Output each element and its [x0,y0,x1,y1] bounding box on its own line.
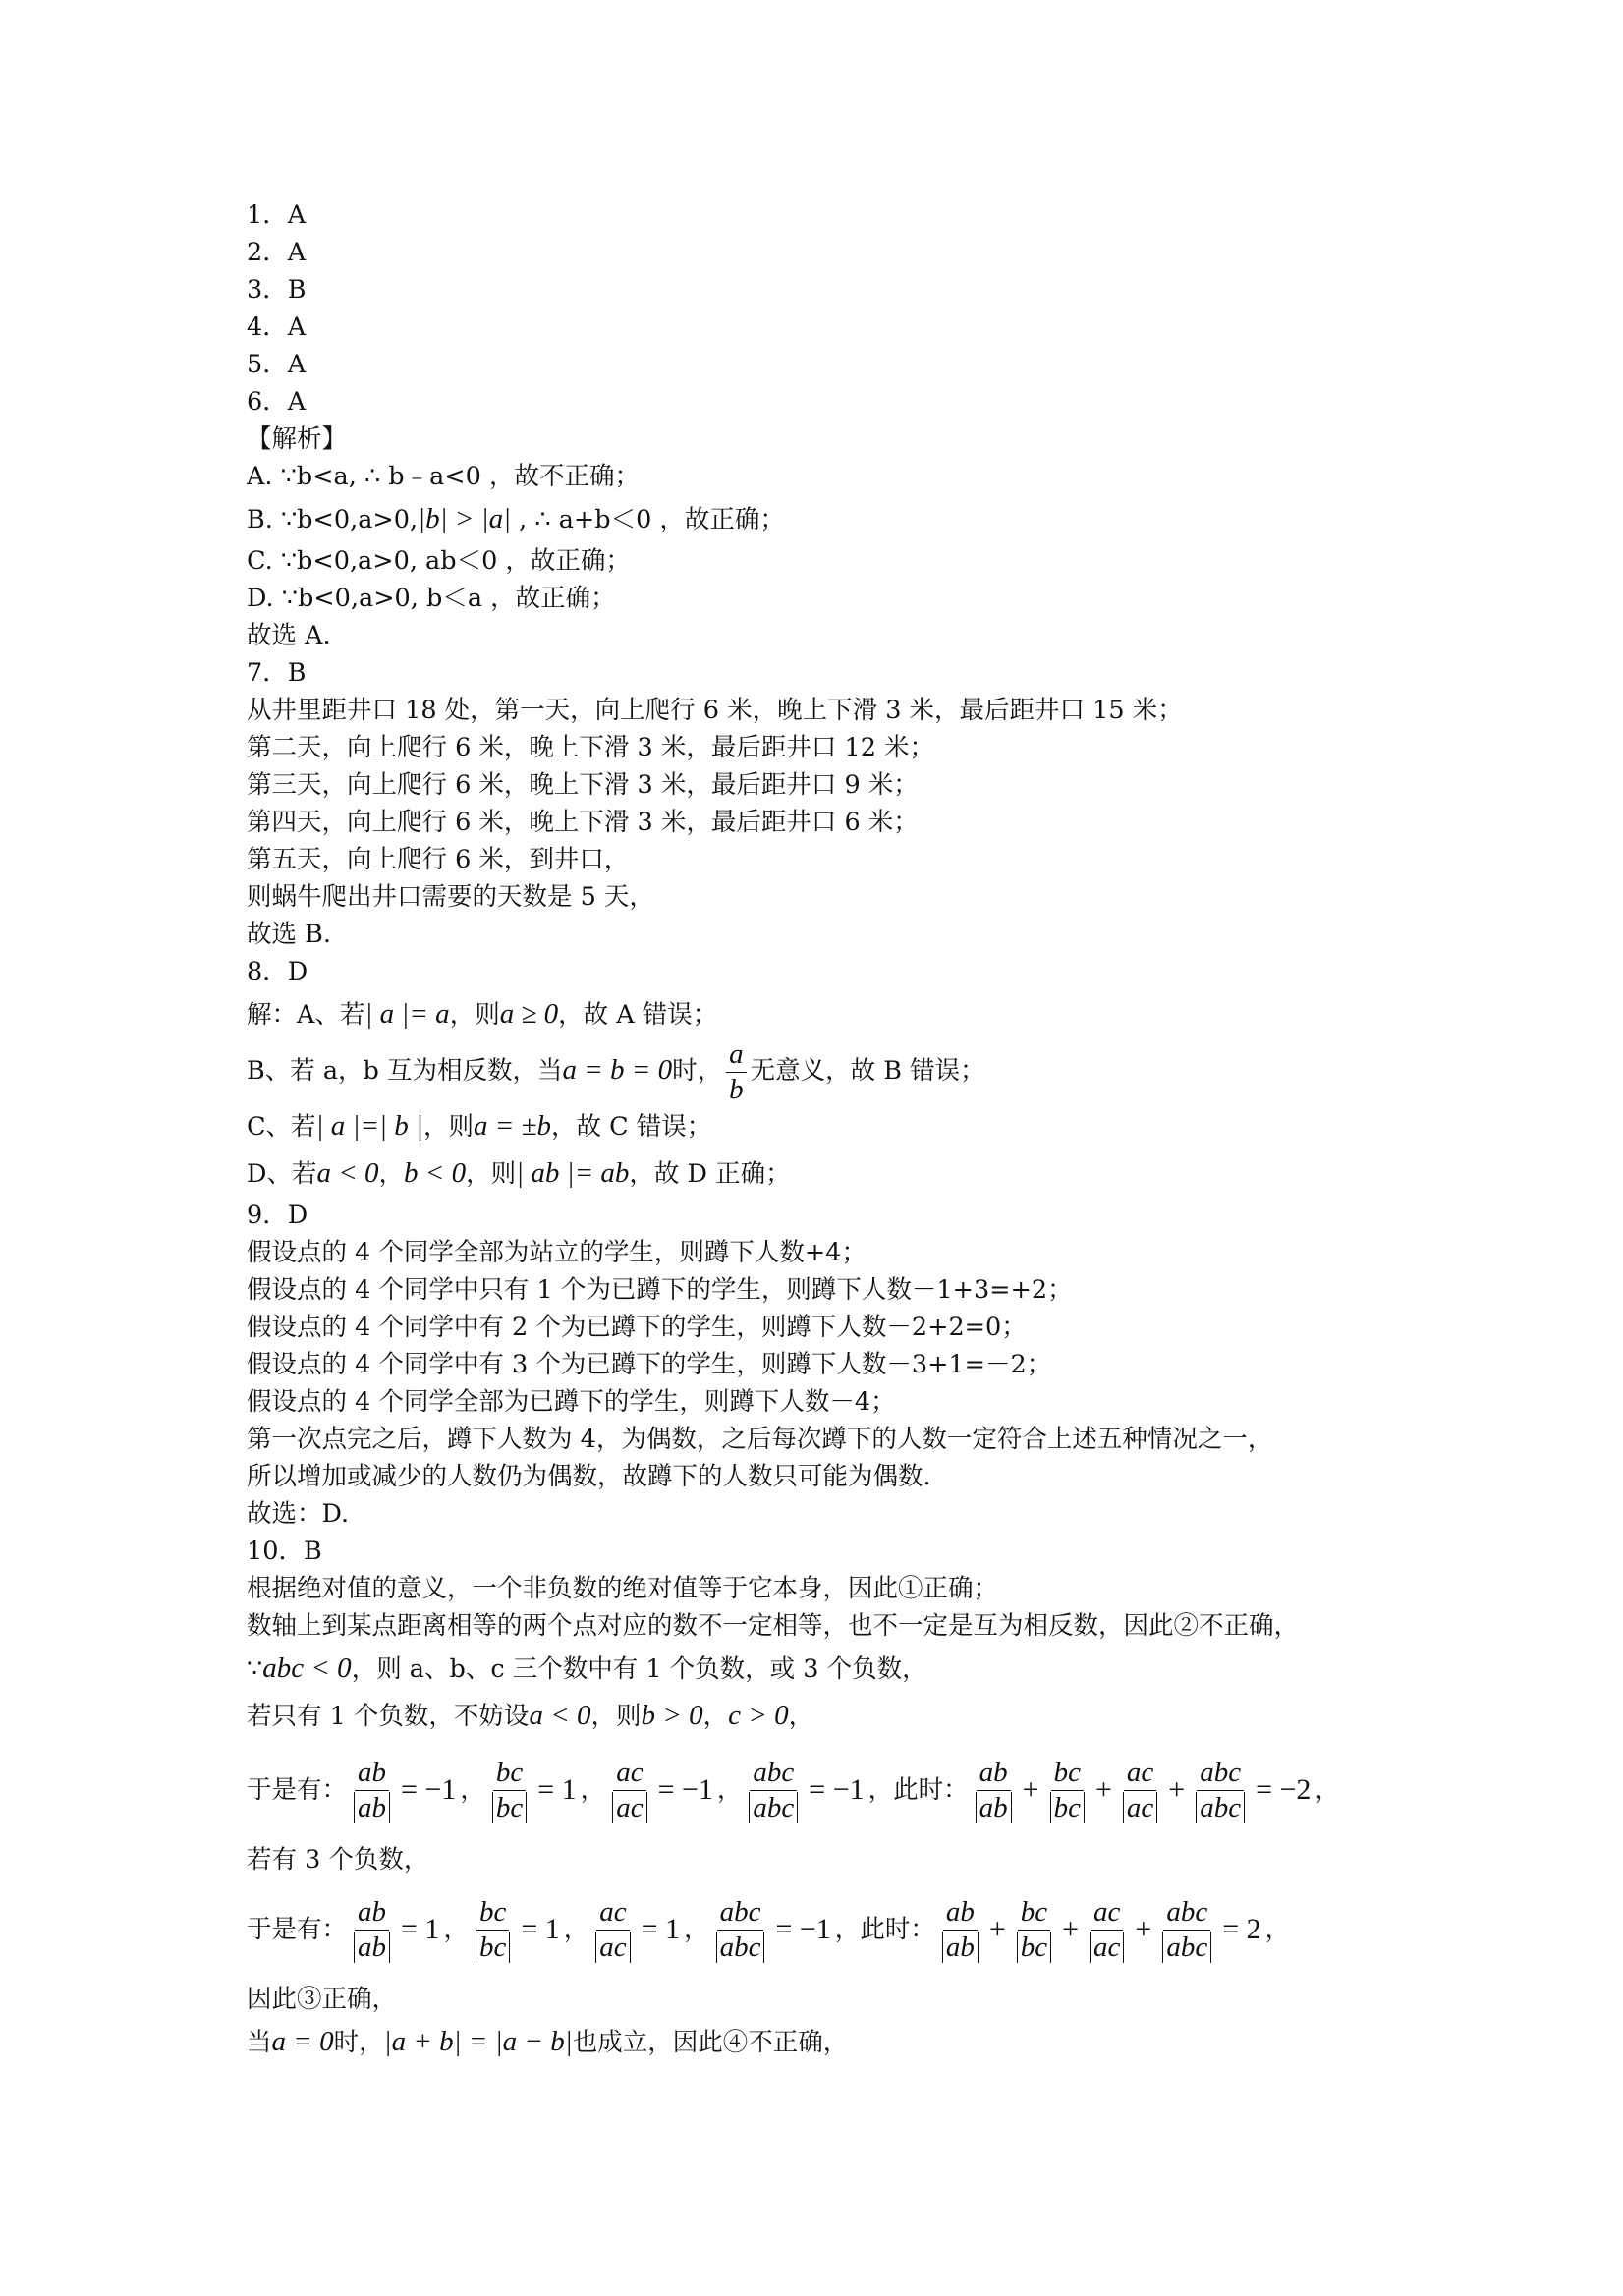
q8-d-math-3: | ab |= ab [516,1157,630,1189]
q8-a-prefix: 解：A、若 [247,1000,365,1030]
q10-l3-math: abc < 0 [262,1652,352,1684]
answer-9: 9．D [247,1201,308,1230]
abs-value: ac [1090,1932,1124,1963]
q10-l7-math-2: |a + b| = |a − b| [383,2026,573,2057]
q8-d-mid: ，则 [466,1159,517,1189]
frac-abc [746,1758,801,1822]
fraction-numerator: ab [943,1897,978,1930]
q10-line-6: 因此③正确， [247,1985,398,2014]
q10-line-2: 数轴上到某点距离相等的两个点对应的数不一定相等，也不一定是互为相反数，因此②不正确， [247,1611,1300,1641]
q8-option-b [247,1037,1396,1105]
abs-value: abc [716,1932,765,1963]
q8-a-math-1: | a |= a [364,998,450,1030]
frac-abc [1159,1897,1214,1962]
comma: ， [460,1775,485,1805]
answer-5: 5．A [247,350,307,379]
q7-line-5: 第五天，向上爬行 6 米，到井口， [247,845,630,874]
row2-value-3: = 1 [641,1913,681,1945]
q7-line-4: 第四天，向上爬行 6 米，晚上下滑 3 米，最后距井口 6 米； [247,808,919,837]
q7-conclusion: 故选 B. [247,920,331,949]
q10-line-5: 若有 3 个负数， [247,1845,429,1875]
fraction-denominator [351,1931,393,1962]
fraction-numerator: abc [750,1758,797,1790]
fraction-numerator: abc [1163,1897,1210,1930]
row2-value-4: = −1 [775,1913,831,1945]
q6-conclusion: 故选 A. [247,621,331,650]
answer-3: 3．B [247,275,307,305]
comma: ， [834,1915,861,1944]
row1-total: = −2 [1256,1773,1312,1806]
fraction-denominator [473,1931,513,1962]
answer-content [247,196,1396,2065]
row2-label-2: 此时： [860,1915,935,1944]
q8-c-math-1: | a |=| b | [315,1110,423,1142]
abs-value: ab [354,1792,390,1823]
q9-line-2: 假设点的 4 个同学中只有 1 个为已蹲下的学生，则蹲下人数－1+3=+2； [247,1275,1073,1305]
q10-line-3 [247,1645,1396,1692]
q10-l4-sep: ， [702,1702,729,1731]
comma: ， [580,1775,606,1805]
q6-option-a: A. ∵b<a, ∴ b﹣a<0 ，故不正确； [247,462,641,491]
comma: ， [443,1915,469,1944]
frac-ac [609,1758,649,1822]
comma: ， [716,1775,743,1805]
q8-d-math-2: b < 0 [404,1157,467,1189]
q10-l4-prefix: 若只有 1 个负数，不妨设 [247,1702,530,1731]
row2-value-2: = 1 [521,1913,560,1945]
frac-bc [1014,1897,1054,1962]
abs-value: bc [492,1792,527,1823]
abs-value: abc [1196,1792,1245,1823]
q8-d-suffix: ，故 D 正确； [629,1159,791,1189]
q8-c-suffix: ，故 C 错误； [551,1112,712,1142]
q10-l4-mid: ，则 [590,1702,642,1731]
comma: ， [1264,1915,1291,1944]
fraction-denominator [1159,1931,1214,1962]
plus-sign: + [1135,1913,1152,1945]
row2-label: 于是有： [247,1915,348,1944]
q10-l7-prefix: 当 [247,2028,272,2057]
q8-c-prefix: C、若 [247,1112,316,1142]
frac-ab [939,1897,981,1962]
q9-line-6: 第一次点完之后，蹲下人数为 4，为偶数，之后每次蹲下的人数一定符合上述五种情况之一， [247,1425,1273,1454]
q8-a-mid: ，则 [449,1000,500,1030]
answer-6: 6．A [247,387,307,417]
abs-value: bc [476,1932,510,1963]
q10-l4-math-2: b > 0 [641,1700,703,1731]
fraction-numerator: a [726,1039,747,1072]
q9-line-4: 假设点的 4 个同学中有 3 个为已蹲下的学生，则蹲下人数－3+1=－2； [247,1350,1052,1379]
q10-l4-math-3: c > 0 [728,1700,789,1731]
abs-value: ab [942,1932,979,1963]
fraction-numerator: bc [493,1758,526,1790]
q6-b-math: |b| > |a| [418,503,512,534]
fraction-numerator: ab [355,1897,389,1930]
comma: ， [563,1915,589,1944]
q8-a-suffix: ，故 A 错误； [558,1000,718,1030]
q10-fraction-row-2 [247,1878,1396,1981]
plus-sign: + [1022,1773,1039,1806]
q8-d-math-1: a < 0 [316,1157,379,1189]
fraction-numerator: bc [1018,1897,1050,1930]
frac-ac [1087,1897,1127,1962]
q9-conclusion: 故选：D. [247,1499,350,1529]
frac-ab [351,1758,393,1822]
q10-l4-math-1: a < 0 [529,1700,591,1731]
q7-line-1: 从井里距井口 18 处，第一天，向上爬行 6 米，晚上下滑 3 米，最后距井口 15 米； [247,696,1183,725]
frac-bc [489,1758,530,1822]
fraction-denominator [973,1791,1015,1822]
row1-value-3: = −1 [657,1773,713,1806]
q6-option-c: C. ∵b<0,a>0, ab＜0 ，故正确； [247,546,631,576]
q9-line-3: 假设点的 4 个同学中有 2 个为已蹲下的学生，则蹲下人数－2+2=0； [247,1313,1027,1342]
fraction-denominator [351,1791,393,1822]
frac-bc [473,1897,513,1962]
frac-abc [713,1897,768,1962]
fraction-numerator: abc [717,1897,764,1930]
analysis-header: 【解析】 [247,424,348,454]
fraction-denominator [939,1931,981,1962]
fraction-denominator [1087,1931,1127,1962]
q10-line-4 [247,1692,1396,1739]
q8-b-mid: 时， [672,1056,723,1086]
q8-c-math-2: a = ±b [474,1110,551,1142]
q10-line-1: 根据绝对值的意义，一个非负数的绝对值等于它本身，因此①正确； [247,1574,999,1603]
abs-value: bc [1017,1932,1051,1963]
row2-value-1: = 1 [401,1913,440,1945]
abs-value: ab [354,1932,390,1963]
fraction-numerator: bc [476,1897,509,1930]
fraction-numerator: abc [1197,1758,1244,1790]
fraction-numerator: ab [355,1758,389,1790]
answer-4: 4．A [247,312,307,342]
fraction-numerator: ac [596,1897,629,1930]
fraction-numerator: bc [1051,1758,1084,1790]
frac-bc [1047,1758,1088,1822]
comma: ， [1315,1775,1340,1805]
answer-10: 10．B [247,1537,322,1566]
q10-l7-suffix: 也成立，因此④不正确， [572,2028,849,2057]
q8-a-math-2: a ≥ 0 [499,998,559,1030]
q8-d-prefix: D、若 [247,1159,317,1189]
frac-ac [1120,1758,1160,1822]
fraction-denominator [1120,1791,1160,1822]
fraction-denominator [1047,1791,1088,1822]
q8-b-math: a = b = 0 [562,1054,673,1086]
q10-l4-suffix: ， [788,1702,814,1731]
answer-2: 2．A [247,238,307,267]
row1-value-1: = −1 [401,1773,457,1806]
fraction-denominator [592,1931,633,1962]
abs-value: ab [976,1792,1012,1823]
plus-sign: + [1168,1773,1186,1806]
fraction-numerator: ac [613,1758,645,1790]
fraction-denominator [489,1791,530,1822]
fraction-denominator [1014,1931,1054,1962]
q10-l3-prefix: ∵ [247,1654,263,1684]
frac-ab [973,1758,1015,1822]
q8-option-d [247,1149,1396,1197]
fraction-denominator [713,1931,768,1962]
fraction-numerator: ac [1091,1897,1123,1930]
q6-b-suffix: , ∴ a+b＜0 ，故正确； [511,505,785,534]
q6-b-prefix: B. ∵b<0,a>0, [247,505,419,534]
q9-line-7: 所以增加或减少的人数仍为偶数，故蹲下的人数只可能为偶数. [247,1462,931,1491]
fraction-denominator: b [729,1073,744,1105]
row2-total: = 2 [1222,1913,1261,1945]
q8-option-a [247,990,1396,1037]
q10-l7-mid: 时， [333,2028,384,2057]
q7-line-3: 第三天，向上爬行 6 米，晚上下滑 3 米，最后距井口 9 米； [247,770,919,800]
frac-ab [351,1897,393,1962]
comma: ， [684,1915,709,1944]
abs-value: ac [612,1792,646,1823]
q10-fraction-row-1 [247,1739,1396,1841]
q7-line-6: 则蜗牛爬出井口需要的天数是 5 天， [247,882,654,912]
comma: ， [867,1775,894,1805]
answer-7: 7．B [247,658,307,688]
q10-line-7 [247,2018,1396,2065]
q8-b-fraction [726,1039,747,1104]
plus-sign: + [1094,1773,1112,1806]
q9-line-5: 假设点的 4 个同学全部为已蹲下的学生，则蹲下人数－4； [247,1387,896,1417]
q8-b-prefix: B、若 a，b 互为相反数，当 [247,1056,563,1086]
fraction-denominator [1193,1791,1248,1822]
frac-ac [592,1897,633,1962]
q6-option-b [247,495,1396,542]
fraction-denominator [746,1791,801,1822]
fraction-numerator: ac [1124,1758,1156,1790]
q9-line-1: 假设点的 4 个同学全部为站立的学生，则蹲下人数+4； [247,1238,867,1267]
q10-l3-suffix: ，则 a、b、c 三个数中有 1 个负数，或 3 个负数， [351,1654,927,1684]
answer-8: 8．D [247,957,308,986]
fraction-denominator [609,1791,649,1822]
row1-value-4: = −1 [809,1773,865,1806]
q8-b-suffix: 无意义，故 B 错误； [750,1056,985,1086]
row1-value-2: = 1 [537,1773,577,1806]
q8-option-c [247,1102,1396,1149]
plus-sign: + [988,1913,1006,1945]
fraction-numerator: ab [977,1758,1011,1790]
row1-label: 于是有： [247,1775,348,1805]
q8-d-sep: ， [378,1159,405,1189]
abs-value: ac [1123,1792,1157,1823]
q10-l7-math-1: a = 0 [271,2026,334,2057]
q7-line-2: 第二天，向上爬行 6 米，晚上下滑 3 米，最后距井口 12 米； [247,733,935,762]
abs-value: abc [1162,1932,1211,1963]
row1-label-2: 此时： [893,1775,969,1805]
abs-value: bc [1050,1792,1085,1823]
plus-sign: + [1062,1913,1080,1945]
answer-1: 1．A [247,200,307,230]
frac-abc [1193,1758,1248,1822]
q6-option-d: D. ∵b<0,a>0, b＜a ，故正确； [247,584,616,613]
abs-value: ac [595,1932,630,1963]
abs-value: abc [749,1792,798,1823]
q8-c-mid: ，则 [422,1112,474,1142]
